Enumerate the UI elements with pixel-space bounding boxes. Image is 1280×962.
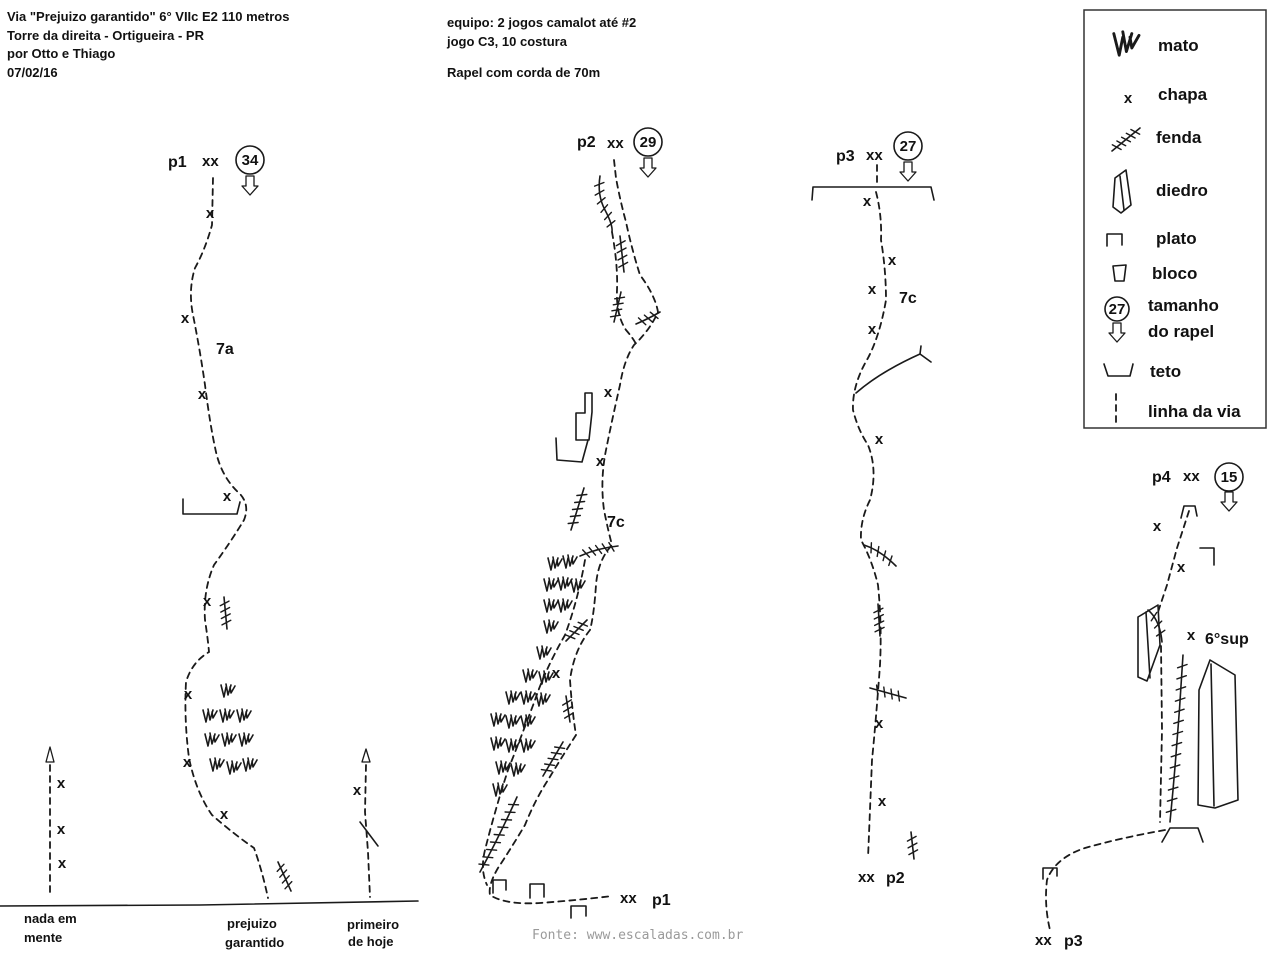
bolt-marker: x <box>182 754 192 771</box>
mato-symbol <box>548 557 562 570</box>
crack-ticks <box>907 836 917 854</box>
pitch-grade: 7c <box>899 290 917 307</box>
mato-symbol <box>220 709 234 722</box>
mato-symbol <box>511 763 525 776</box>
chapa-icon: x <box>1123 90 1133 107</box>
equipment-gear: equipo: 2 jogos camalot até #2 <box>447 15 637 30</box>
rappel-arrow-icon <box>242 176 258 195</box>
equipment-rappel: Rapel com corda de 70m <box>447 65 601 80</box>
crack-ticks <box>1112 130 1139 150</box>
mato-icon <box>1114 32 1139 55</box>
mato-symbol <box>537 646 551 659</box>
bolt-marker: x <box>202 593 212 610</box>
rappel-arrow-icon <box>1221 492 1237 511</box>
bolt-marker: x <box>222 488 232 505</box>
mato-symbol <box>571 579 585 592</box>
mato-symbol <box>521 691 535 704</box>
mato-symbol <box>203 709 217 722</box>
mato-symbol <box>521 739 535 752</box>
mato-symbol <box>493 783 507 796</box>
bolt-marker: x <box>183 686 193 703</box>
crack-ticks <box>583 543 614 558</box>
legend-rappel-line1: tamanho <box>1148 296 1219 315</box>
bolt-marker: x <box>180 310 190 327</box>
legend-teto: teto <box>1150 362 1182 381</box>
route-line <box>182 178 268 898</box>
route-date: 07/02/16 <box>7 65 58 80</box>
bolt-marker: x <box>874 715 884 732</box>
route-line <box>490 160 658 903</box>
belay-label: p1 <box>652 892 671 909</box>
mato-symbol <box>544 620 558 633</box>
route-primeiro-de-hoje <box>347 749 399 949</box>
route-authors: por Otto e Thiago <box>7 46 116 61</box>
anchor-marker: xx <box>607 135 624 152</box>
pitch-2 <box>479 128 671 918</box>
mato-symbol <box>210 758 224 771</box>
bolt-marker: x <box>56 775 66 792</box>
mato-symbol <box>243 758 257 771</box>
ground-line <box>0 901 418 906</box>
mato-symbol <box>221 684 235 697</box>
bolt-marker: x <box>874 431 884 448</box>
teto-mark <box>812 187 934 200</box>
plato-mark <box>493 880 506 893</box>
anchor-marker: xx <box>858 869 875 886</box>
rappel-length: 29 <box>639 134 657 151</box>
bolt-marker: x <box>877 793 887 810</box>
mato-symbol <box>558 577 572 590</box>
pitch-grade: 7c <box>607 514 625 531</box>
mato-symbol <box>491 713 505 726</box>
crack-ticks <box>568 495 587 524</box>
belay-label: p3 <box>1064 933 1083 950</box>
route-title: Via "Prejuizo garantido" 6° VIIc E2 110 metros <box>7 9 290 24</box>
bolt-marker: x <box>219 806 229 823</box>
anchor-marker: xx <box>202 153 219 170</box>
rappel-arrow-icon <box>900 162 916 181</box>
anchor-marker: xx <box>1035 932 1052 949</box>
fenda-mark <box>1170 655 1183 822</box>
pitch-4 <box>1035 463 1249 950</box>
bolt-marker: x <box>1186 627 1196 644</box>
diedro-mark <box>1138 605 1160 681</box>
pitch-grade: 6°sup <box>1205 631 1249 648</box>
mato-symbol <box>558 599 572 612</box>
rappel-marker <box>1215 463 1243 511</box>
route-name-prejuizo <box>225 916 284 950</box>
pitch-3 <box>812 132 934 887</box>
route-name-line2: garantido <box>225 935 285 950</box>
bolt-marker: x <box>1176 559 1186 576</box>
mato-symbol <box>506 715 520 728</box>
rappel-marker <box>634 128 662 177</box>
source-credit: Fonte: www.escaladas.com.br <box>532 928 744 943</box>
route-name-line1: prejuizo <box>227 916 277 931</box>
bolt-marker: x <box>352 782 362 799</box>
legend-bloco: bloco <box>1152 264 1198 283</box>
pitch-label: p1 <box>168 154 187 171</box>
mato-symbol <box>237 709 251 722</box>
legend-linha: linha da via <box>1148 402 1241 421</box>
rappel-length: 15 <box>1220 469 1238 486</box>
rappel-arrow-icon <box>640 158 656 177</box>
legend-fenda: fenda <box>1156 128 1202 147</box>
bolt-marker: x <box>205 205 215 222</box>
rappel-sample-number: 27 <box>1108 301 1126 318</box>
route-location: Torre da direita - Ortigueira - PR <box>7 28 204 43</box>
bolt-marker: x <box>197 386 207 403</box>
fenda-mark <box>360 822 378 846</box>
plato-mark <box>1200 548 1214 565</box>
rappel-arrow-icon <box>1109 323 1125 342</box>
mato-symbol <box>491 737 505 750</box>
anchor-marker: xx <box>620 890 637 907</box>
route-name-line1: primeiro <box>347 917 400 932</box>
equipment-info <box>446 15 636 80</box>
legend-plato: plato <box>1156 229 1197 248</box>
pitch-label: p2 <box>577 134 596 151</box>
mato-symbol <box>506 739 520 752</box>
bolt-marker: x <box>603 384 613 401</box>
bolt-marker: x <box>862 193 872 210</box>
bolt-marker: x <box>1152 518 1162 535</box>
route-nada-em-mente <box>24 747 77 945</box>
plato-mark <box>571 906 586 918</box>
mato-symbol <box>544 578 558 591</box>
rappel-marker <box>894 132 922 181</box>
mato-symbol <box>544 599 558 612</box>
equipment-gear-2: jogo C3, 10 costura <box>447 34 567 49</box>
mato-symbol <box>523 669 537 682</box>
fenda-mark <box>614 292 621 322</box>
route-up-arrow-icon <box>362 749 370 762</box>
mato-symbol <box>222 733 236 746</box>
rappel-marker <box>236 146 264 195</box>
mato-symbol <box>227 761 241 774</box>
mato-symbol <box>239 733 253 746</box>
legend-chapa: chapa <box>1158 85 1208 104</box>
rappel-length: 27 <box>899 138 917 155</box>
bolt-marker: x <box>57 855 67 872</box>
bolt-marker: x <box>867 281 877 298</box>
route-line <box>1160 646 1162 822</box>
belay-label: p2 <box>886 870 905 887</box>
crack-ticks <box>479 804 519 865</box>
legend-rappel-line2: do rapel <box>1148 322 1215 341</box>
pitch-label: p3 <box>836 148 855 165</box>
diedro-icon <box>1113 170 1131 213</box>
anchor-marker: xx <box>1183 468 1200 485</box>
fenda-mark <box>870 688 906 698</box>
route-info <box>7 9 289 80</box>
bolt-marker: x <box>887 252 897 269</box>
teto-mark <box>856 346 931 393</box>
mato-cluster <box>203 684 257 774</box>
pitch-1 <box>168 146 292 898</box>
route-line <box>1046 830 1165 930</box>
route-name-line2: mente <box>24 930 63 945</box>
mato-symbol <box>506 691 520 704</box>
legend-diedro: diedro <box>1156 181 1208 200</box>
bolt-marker: x <box>551 665 561 682</box>
crack-ticks <box>595 183 615 227</box>
diedro-mark <box>556 393 592 462</box>
teto-icon <box>1104 364 1133 376</box>
diedro-mark <box>1198 660 1238 808</box>
pitch-label: p4 <box>1152 469 1171 486</box>
route-up-arrow-icon <box>46 747 54 762</box>
plato-mark <box>1162 828 1203 842</box>
legend-mato: mato <box>1158 36 1199 55</box>
rappel-length: 34 <box>241 152 259 169</box>
bolt-marker: x <box>595 453 605 470</box>
plato-mark <box>530 884 544 898</box>
route-name-line1: nada em <box>24 911 77 926</box>
route-name-line2: de hoje <box>348 934 394 949</box>
rappel-size-icon <box>1105 297 1129 342</box>
bolt-marker: x <box>867 321 877 338</box>
mato-symbol <box>205 733 219 746</box>
plato-icon <box>1107 234 1122 246</box>
legend <box>1084 10 1266 428</box>
mato-symbol <box>536 693 550 706</box>
teto-mark <box>183 499 240 514</box>
anchor-marker: xx <box>866 147 883 164</box>
mato-symbol <box>563 555 577 568</box>
bolt-marker: x <box>56 821 66 838</box>
bloco-icon <box>1113 265 1126 281</box>
pitch-grade: 7a <box>216 341 234 358</box>
